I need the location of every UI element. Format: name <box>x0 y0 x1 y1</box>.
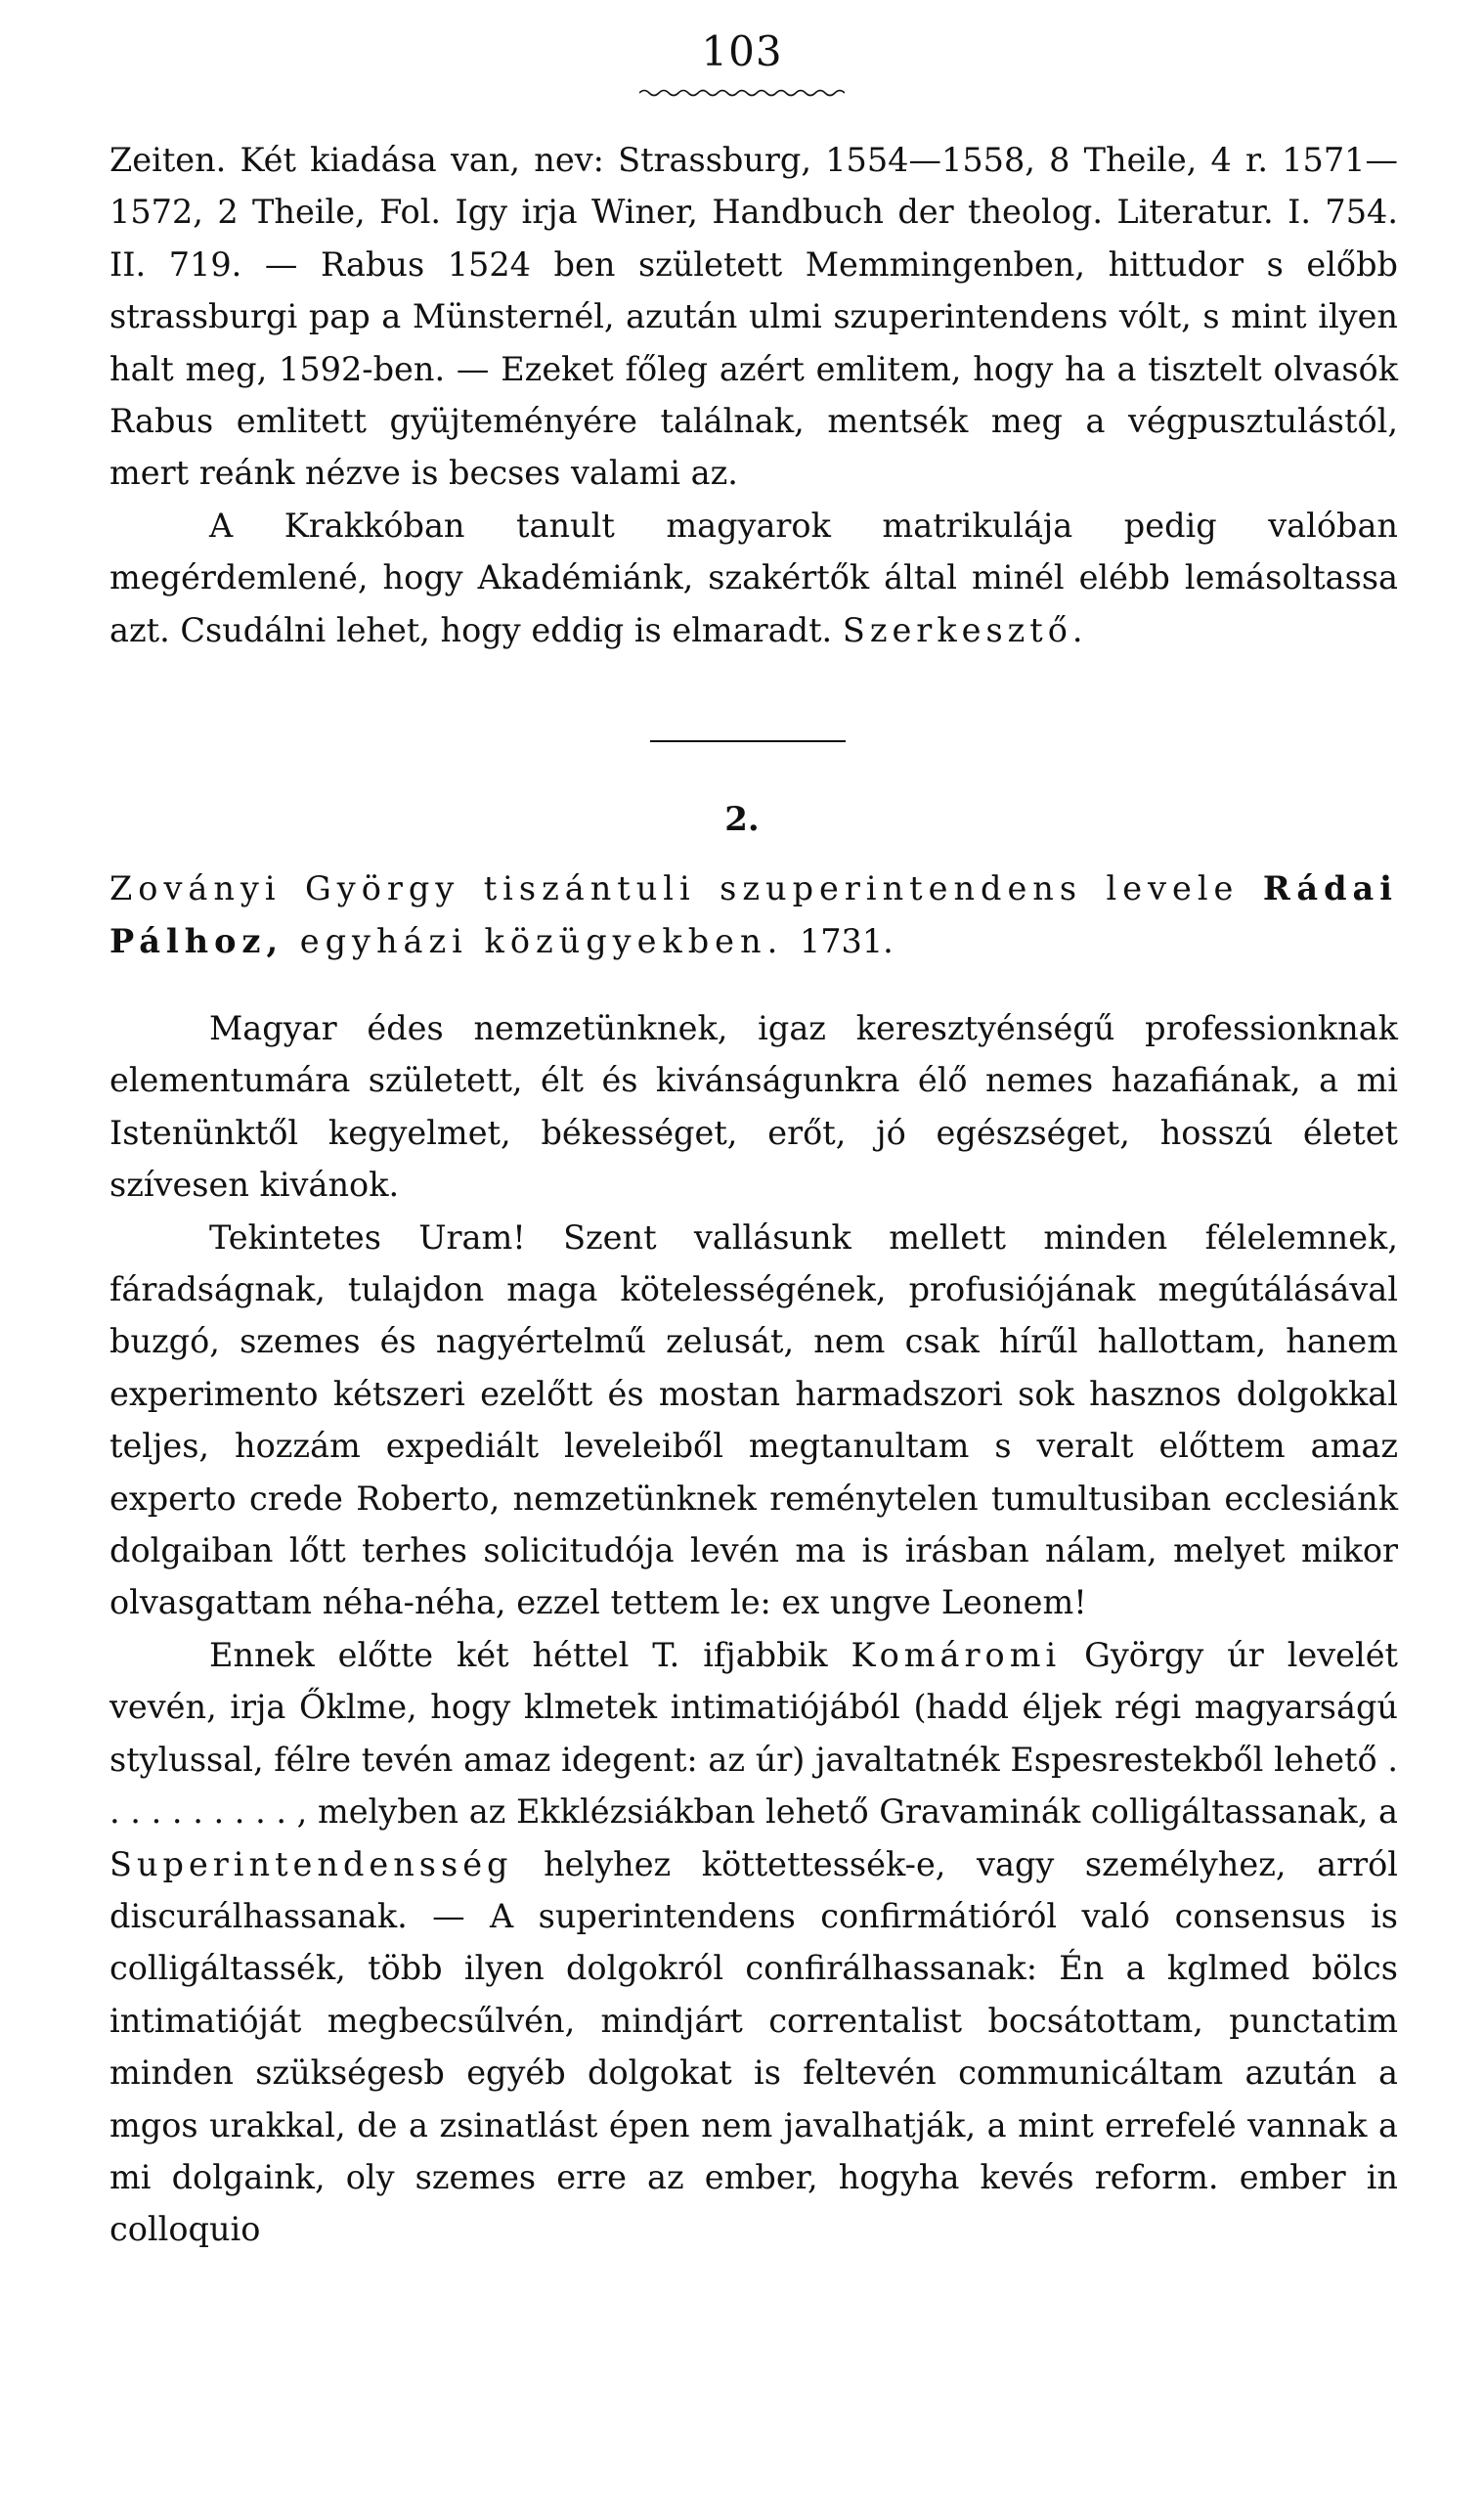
editor-note-text: A Krakkóban tanult magyarok matrikulája pedig valóban megérdemlené, hogy Akadémiánk, szakértők által minél elébb lemásoltassa azt. Csudálni lehet, hogy eddig is elmaradt. <box>109 506 1398 649</box>
letter-salutation-paragraph: Magyar édes nemzetünknek, igaz keresztyénségű professionknak elementumára született, élt és kivánságunkra élő nemes hazafiának, a mi Istenünktől kegyelmet, békességet, erőt, jó egészséget, hosszú életet szívesen kivánok. <box>109 1009 1398 1205</box>
letter-heading-part1: Zoványi György tiszántuli szuperintendens levele <box>109 869 1240 907</box>
letter-body <box>109 1002 1398 2256</box>
section-number: 2. <box>724 800 760 839</box>
letter-heading-year: 1731. <box>799 922 894 960</box>
editor-note-paragraph <box>109 500 1398 656</box>
page-number: 103 <box>701 27 783 75</box>
editor-signature: Szerkesztő. <box>842 610 1088 649</box>
letter-p3-term: Superintendensség <box>109 1844 513 1883</box>
top-text-block <box>109 134 1398 656</box>
letter-p3-part-a: Ennek előtte két héttel T. ifjabbik <box>209 1635 828 1674</box>
letter-paragraph-3 <box>109 1629 1398 2256</box>
letter-heading-recipient: Rádai Pálhoz, <box>109 869 1398 960</box>
letter-paragraph-2: Tekintetes Uram! Szent vallásunk mellett minden félelemnek, fáradságnak, tulajdon maga kötelességének, profusiójának megútálásával buzgó, szemes és nagyértelmű zelusát, nem csak hírűl hallottam, hanem experimento kétszeri ezelőtt és mostan harmadszori sok hasznos dolgokkal teljes, hozzám expediált leveleiből megtanultam s veralt előttem amaz experto crede Roberto, nemzetünknek reménytelen tumultusiban ecclesiánk dolgaiban lőtt terhes solicitudója levén ma is irásban nálam, melyet mikor olvasgattam néha-néha, ezzel tettem le: ex ungve Leonem! <box>109 1217 1398 1622</box>
page-number-wavy-rule <box>639 88 845 98</box>
letter-heading-subject: egyházi közügyekben. <box>299 922 784 960</box>
letter-p3-part-e: helyhez köttettessék-e, vagy személyhez, arról discurálhassanak. — A superintendens confirmátióról való consensus is colligáltassék, több ilyen dolgokról confirálhassanak: Én a kglmed bölcs intimatióját megbecsűlvén, mindjárt correntalist bocsátottam, punctatim minden szükségesb egyéb dolgokat is feltevén communicáltam azután a mgos urakkal, de a zsinatlást épen nem javalhatják, a mint errefelé vannak a mi dolgaink, oly szemes erre az ember, hogyha kevés reform. ember in colloquio <box>109 1844 1398 2249</box>
letter-p3-name: Komáromi <box>851 1635 1062 1674</box>
letter-heading <box>109 862 1398 968</box>
section-divider-rule <box>650 740 846 742</box>
continuation-paragraph: Zeiten. Két kiadása van, nev: Strassburg, 1554—1558, 8 Theile, 4 r. 1571—1572, 2 Theile, Fol. Igy irja Winer, Handbuch der theolog. Literatur. I. 754. II. 719. — Rabus 1524 ben született Memmingenben, hittudor s előbb strassburgi pap a Münsternél, azután ulmi szuperintendens vólt, s mint ilyen halt meg, 1592-ben. — Ezeket főleg azért emlitem, hogy ha a tisztelt olvasók Rabus emlitett gyüjteményére találnak, mentsék meg a végpusztulástól, mert reánk nézve is becses valami az. <box>109 141 1398 493</box>
letter-p3-part-c: György úr levelét vevén, irja Őklme, hogy klmetek intimatiójából (hadd éljek régi magyarságú stylussal, félre tevén amaz idegent: az úr) javaltatnék Espesrestekből lehető . . . . . . . . . . , melyben az Ekklézsiákban lehető Gravaminák colligáltassanak, a <box>109 1635 1399 1832</box>
